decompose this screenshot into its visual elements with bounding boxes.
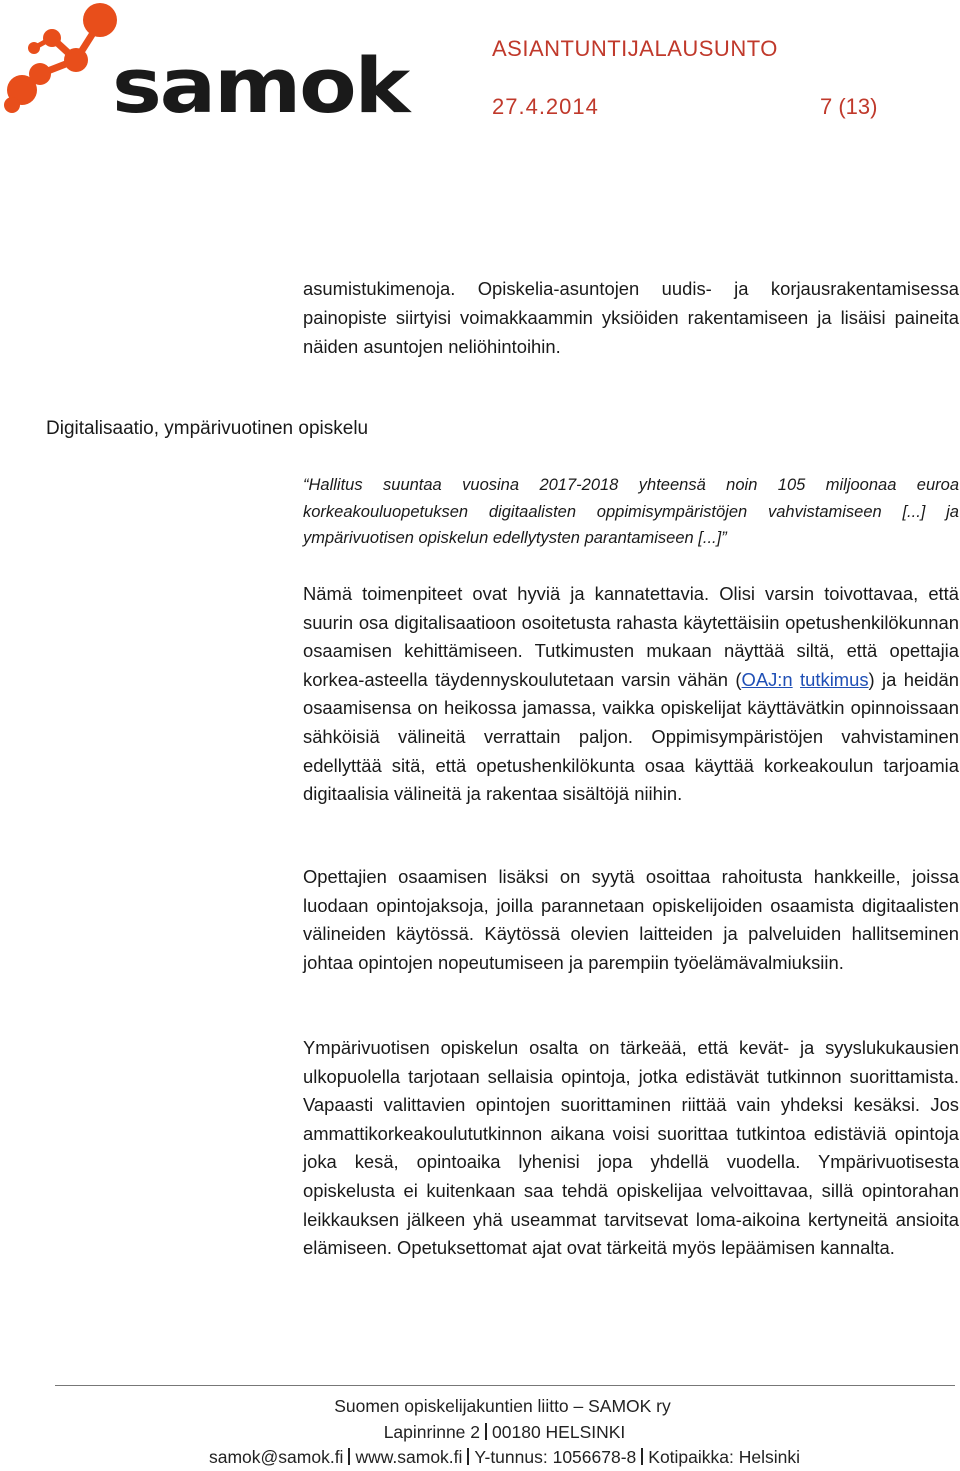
footer-postal: 00180 HELSINKI	[492, 1422, 626, 1442]
paragraph-digitalisation	[303, 580, 959, 809]
logo-molecule-icon	[4, 3, 117, 113]
footer-street: Lapinrinne 2	[383, 1422, 481, 1442]
oaj-link[interactable]: OAJ:n	[741, 668, 793, 690]
footer-separator	[485, 1423, 487, 1440]
footer-address	[0, 1422, 960, 1443]
footer-domicile: Kotipaikka: Helsinki	[648, 1447, 801, 1467]
footer-separator	[467, 1448, 469, 1465]
logo-wordmark: samok	[112, 41, 412, 125]
tutkimus-link[interactable]: tutkimus	[800, 668, 869, 690]
footer-website[interactable]: www.samok.fi	[355, 1447, 463, 1467]
government-quote: “Hallitus suuntaa vuosina 2017-2018 yhteensä noin 105 miljoonaa euroa korkeakouluopetuksen digitaalisten oppimisympäristöjen vahvistamiseen [...] ja ympärivuotisen opiskelun edellytysten parantamiseen [...]”	[303, 476, 959, 547]
paragraph-text: Nämä toimenpiteet ovat hyviä ja kannatettavia. Olisi varsin toivottavaa, että suurin osa digitalisaatioon osoitetusta rahasta käytettäisiin opetushenkilökunnan osaamisen kehittämiseen. Tutkimusten mukaan näyttää siltä, että opettajia korkea-asteella täydennyskoulutetaan varsin vähän (	[303, 583, 959, 690]
page-number: 7 (13)	[820, 94, 878, 119]
footer-separator	[348, 1448, 350, 1465]
footer-divider	[55, 1385, 955, 1386]
footer-separator	[641, 1448, 643, 1465]
document-type: ASIANTUNTIJALAUSUNTO	[492, 36, 778, 61]
footer-email[interactable]: samok@samok.fi	[208, 1447, 344, 1467]
paragraph-text: ) ja heidän osaamisensa on heikossa jamassa, vaikka opiskelijat käyttävätkin opinnoissaan sähköisiä välineitä verrattain paljon. Oppimisympäristöjen vahvistaminen edellyttää sitä, että opetushenkilökunta osaa käyttää korkeakoulun tarjoamia digitaalisia välineitä ja rakentaa sisältöjä niihin.	[303, 668, 959, 805]
paragraph-year-round-study: Ympärivuotisen opiskelun osalta on tärkeää, että kevät- ja syyslukukausien ulkopuolella tarjotaan sellaisia opintoja, jotka edistävät tutkinnon suorittamista. Vapaasti valittavien opintojen suorittaminen riittää vain yhdeksi kesäksi. Jos ammattikorkeakoulututkinnon aikana voisi suorittaa tutkintoa edistäviä opintoja joka kesä, opintoaika lyhenisi jopa yhdellä vuodella. Ympärivuotisesta opiskelusta ei kuitenkaan saa tehdä opiskelijaa velvoittavaa, sillä opintorahan leikkauksen jälkeen yhä useammat tarvitsevat loma-aikoina kertyneitä ansioita elämiseen. Opetuksettomat ajat ovat tärkeitä myös lepäämisen kannalta.	[303, 1037, 959, 1259]
footer-contacts	[0, 1447, 960, 1468]
paragraph-teacher-skills: Opettajien osaamisen lisäksi on syytä osoittaa rahoitusta hankkeille, joissa luodaan opintojaksoja, joilla parannetaan opiskelijoiden osaamista digitaalisten välineiden käytössä. Käytössä olevien laitteiden ja palveluiden hallitseminen johtaa opintojen nopeutumiseen ja parempiin työelämävalmiuksiin.	[303, 866, 959, 973]
intro-paragraph: asumistukimenoja. Opiskelia-asuntojen uudis- ja korjausrakentamisessa painopiste siirtyisi voimakkaammin yksiöiden rakentamiseen ja lisäisi paineita näiden asuntojen neliöhintoihin.	[303, 278, 959, 357]
footer-business-id: Y-tunnus: 1056678-8	[474, 1447, 637, 1467]
section-heading: Digitalisaatio, ympärivuotinen opiskelu	[46, 418, 369, 439]
footer-organization: Suomen opiskelijakuntien liitto – SAMOK ry	[334, 1396, 671, 1416]
samok-logo	[0, 0, 420, 125]
document-date: 27.4.2014	[492, 94, 599, 119]
